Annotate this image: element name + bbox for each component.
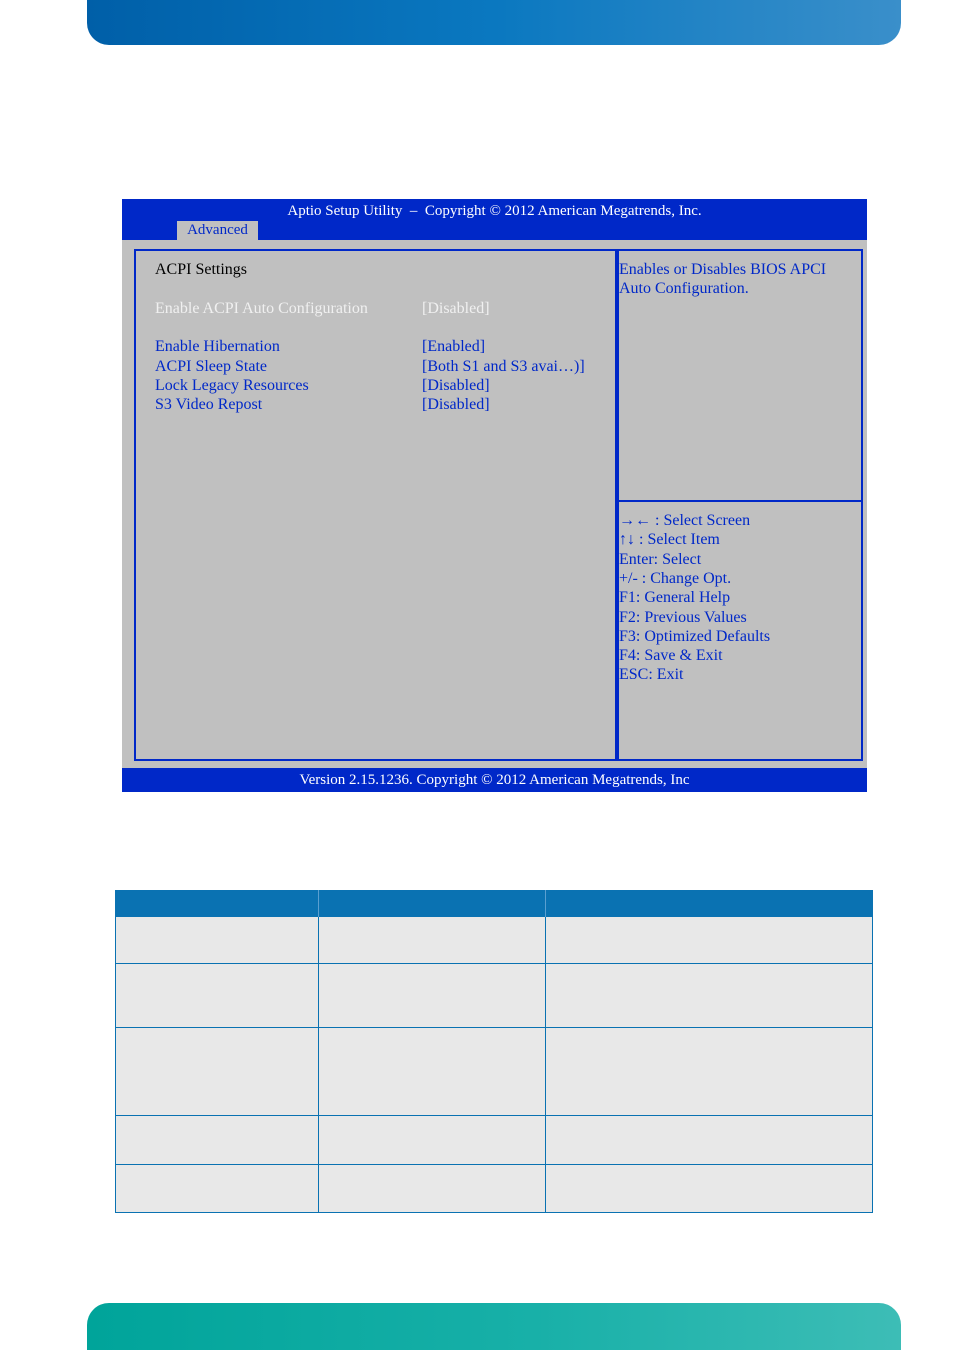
tab-advanced[interactable]: Advanced	[177, 221, 258, 240]
setting-value-acpi-auto-config: [Disabled]	[422, 300, 490, 317]
table-body	[115, 917, 873, 1213]
table-header-divider	[545, 890, 546, 917]
key-hint-f2: F2: Previous Values	[619, 609, 747, 626]
key-hint-f1: F1: General Help	[619, 589, 731, 606]
page-footer-band	[87, 1303, 901, 1350]
key-hint-change-opt: +/- : Change Opt.	[619, 570, 732, 587]
table-row	[116, 1115, 872, 1116]
setting-label-s3-video-repost[interactable]: S3 Video Repost	[155, 396, 263, 413]
table-row	[116, 1027, 872, 1028]
setting-value-s3-video-repost[interactable]: [Disabled]	[422, 396, 490, 413]
help-text-line: Auto Configuration.	[619, 280, 749, 297]
bios-title-bar	[122, 199, 867, 240]
setting-label-sleep-state[interactable]: ACPI Sleep State	[155, 358, 267, 375]
bios-footer-bar	[122, 768, 867, 792]
bios-setup-screen	[122, 199, 867, 792]
setting-value-sleep-state[interactable]: [Both S1 and S3 avai…)]	[422, 358, 585, 375]
key-hint-f4: F4: Save & Exit	[619, 647, 723, 664]
setting-label-lock-legacy[interactable]: Lock Legacy Resources	[155, 377, 309, 394]
section-heading: ACPI Settings	[155, 261, 248, 278]
bios-title: Aptio Setup Utility – Copyright © 2012 American Megatrends, Inc.	[287, 203, 702, 219]
table-column-divider	[545, 917, 546, 1212]
key-hint-select-screen: →← : Select Screen	[619, 512, 751, 529]
table-row	[116, 963, 872, 964]
bios-version-footer: Version 2.15.1236. Copyright © 2012 American Megatrends, Inc	[299, 772, 690, 788]
key-hint-f3: F3: Optimized Defaults	[619, 628, 771, 645]
help-text-line: Enables or Disables BIOS APCI	[619, 261, 827, 278]
table-column-divider	[318, 917, 319, 1212]
page-header-band	[87, 0, 901, 45]
setting-label-acpi-auto-config: Enable ACPI Auto Configuration	[155, 300, 368, 317]
table-row	[116, 1164, 872, 1165]
setting-value-lock-legacy[interactable]: [Disabled]	[422, 377, 490, 394]
key-hint-esc: ESC: Exit	[619, 666, 684, 683]
settings-description-table	[115, 890, 873, 1214]
table-header-row	[115, 890, 873, 917]
key-hint-select-item: ↑↓ : Select Item	[619, 531, 720, 548]
table-header-divider	[318, 890, 319, 917]
setting-label-hibernation[interactable]: Enable Hibernation	[155, 338, 280, 355]
setting-value-hibernation[interactable]: [Enabled]	[422, 338, 486, 355]
settings-pane	[134, 249, 619, 761]
key-hint-enter: Enter: Select	[619, 551, 702, 568]
